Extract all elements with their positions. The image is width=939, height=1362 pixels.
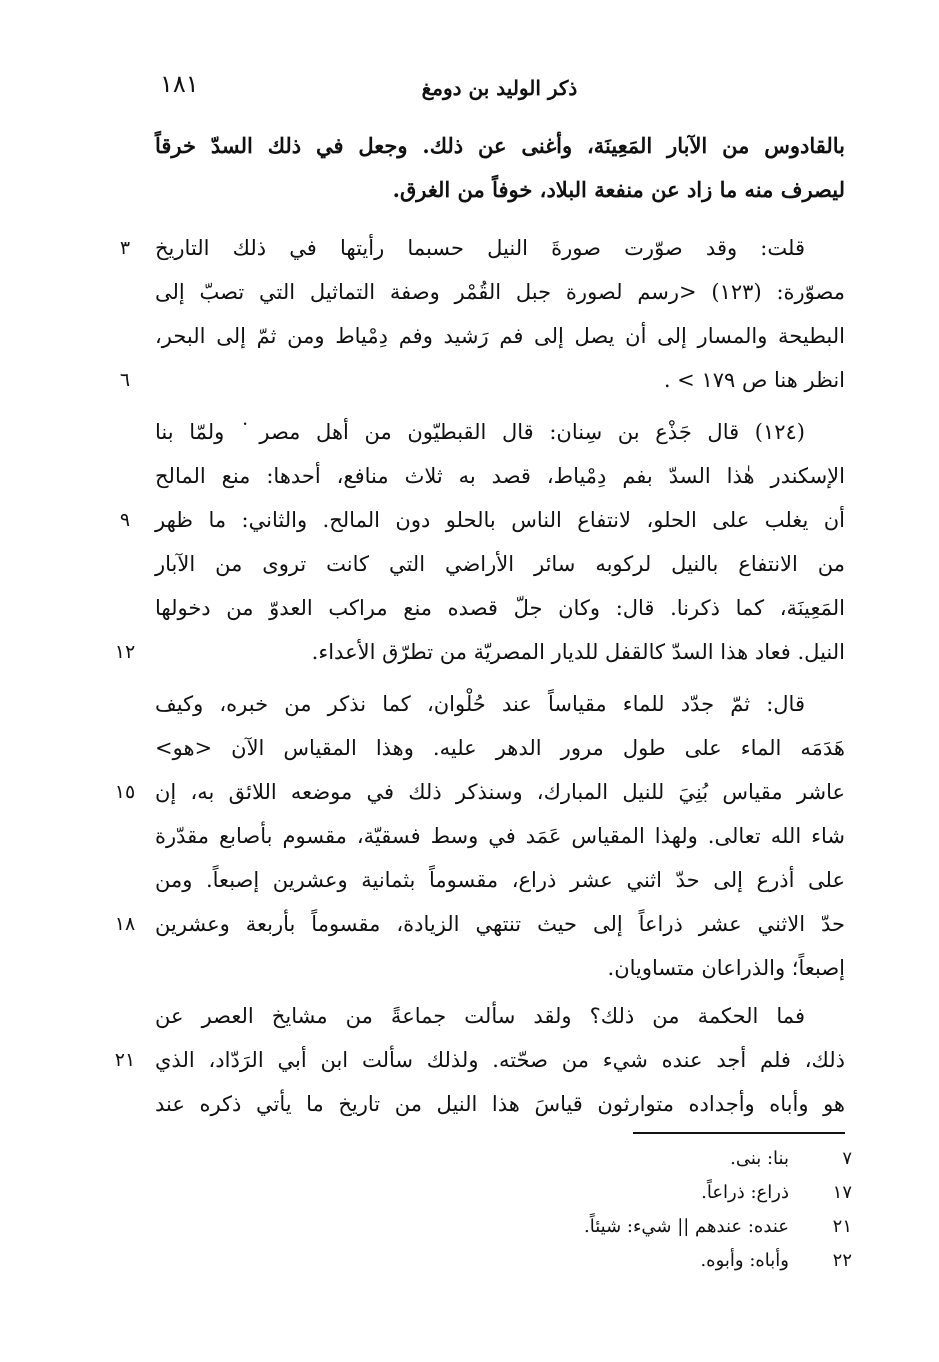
text-line: إصبعاً؛ والذراعان متساويان. bbox=[607, 956, 845, 980]
line-number: ١٥ bbox=[114, 781, 136, 803]
footnote-number: ٢٢ bbox=[832, 1250, 852, 1271]
text-line: أن يغلب على الحلو، لانتفاع الناس بالحلو دون المالح. والثاني: ما ظهر bbox=[155, 508, 845, 532]
text-line: من الانتفاع بالنيل لركوبه سائر الأراضي التي كانت تروى من الآبار bbox=[155, 552, 845, 576]
footnote-separator bbox=[633, 1132, 845, 1134]
text-line: ليصرف منه ما زاد عن منفعة البلاد، خوفاً من الغرق. bbox=[392, 177, 845, 202]
footnote-text: ذراع: ذراعاً. bbox=[701, 1182, 789, 1203]
text-line: مصوّرة: (١٢٣) <رسم لصورة جبل القُمْر وصفة التماثيل التي تصبّ إلى bbox=[155, 280, 845, 304]
text-line: قلت: وقد صوّرت صورةَ النيل حسبما رأيتها في ذلك التاريخ bbox=[155, 236, 805, 260]
footnote-number: ١٧ bbox=[832, 1182, 852, 1203]
line-number: ٣ bbox=[119, 237, 131, 259]
text-line: حدّ الاثني عشر ذراعاً إلى حيث تنتهي الزيادة، مقسوماً بأربعة وعشرين bbox=[155, 912, 845, 936]
footnote-text: وأباه: وأبوه. bbox=[700, 1250, 789, 1271]
text-line: البطيحة والمسار إلى أن يصل إلى فم رَشيد وفم دِمْياط ومن ثمّ إلى البحر، bbox=[155, 324, 845, 348]
text-line: الإسكندر هٰذا السدّ بفم دِمْياط، قصد به ثلاث منافع، أحدها: منع المالح bbox=[155, 464, 845, 488]
text-line: (١٢٤) قال جَذْع بن سِنان: قال القبطيّون من أهل مصر˙ ولمّا بنا bbox=[155, 420, 805, 444]
page-number: ١٨١ bbox=[160, 70, 199, 98]
line-number: ٩ bbox=[119, 509, 131, 531]
text-line: على أذرع إلى حدّ اثني عشر ذراع، مقسوماً بثمانية وعشرين إصبعاً. ومن bbox=[155, 868, 845, 892]
page-header bbox=[150, 60, 849, 112]
line-number: ٢١ bbox=[114, 1049, 136, 1071]
line-number: ٦ bbox=[119, 369, 131, 391]
text-line: هو وأباه وأجداده متوارثون قياسَ هذا النيل من تاريخ ما يأتي ذكره عند bbox=[155, 1092, 845, 1116]
text-line: بالقادوس من الآبار المَعِينَة، وأغنى عن ذلك. وجعل في ذلك السدّ خرقاً bbox=[155, 133, 845, 158]
text-line: انظر هنا ص ١٧٩ > . bbox=[663, 368, 845, 392]
text-line: المَعِينَة، كما ذكرنا. قال: وكان جلّ قصده منع مراكب العدوّ من دخولها bbox=[155, 596, 845, 620]
line-number: ١٢ bbox=[114, 641, 136, 663]
footnote-text: بنا: بنى. bbox=[730, 1148, 789, 1169]
text-line: شاء الله تعالى. ولهذا المقياس عَمَد في وسط فسقيّة، مقسوم بأصابع مقدّرة bbox=[155, 824, 845, 848]
text-line: هَدَمَه الماء على طول مرور الدهر عليه. وهذا المقياس الآن <هو> bbox=[155, 736, 845, 760]
line-number: ١٨ bbox=[114, 913, 136, 935]
text-line: النيل. فعاد هذا السدّ كالقفل للديار المصريّة من تطرّق الأعداء. bbox=[311, 640, 845, 664]
text-line: قال: ثمّ جدّد للماء مقياساً عند حُلْوان، كما نذكر من خبره، وكيف bbox=[155, 692, 805, 716]
running-head: ذكر الوليد بن دومغ bbox=[421, 76, 578, 100]
text-line: فما الحكمة من ذلك؟ ولقد سألت جماعةً من مشايخ العصر عن bbox=[155, 1004, 805, 1028]
text-line: عاشر مقياس بُنِيَ للنيل المبارك، وسنذكر ذلك في موضعه اللائق به، إن bbox=[155, 780, 845, 804]
text-line: ذلك، فلم أجد عنده شيء من صحّته. ولذلك سألت ابن أبي الرَدّاد، الذي bbox=[155, 1048, 845, 1072]
footnote-text: عنده: عندهم || شيء: شيئاً. bbox=[584, 1216, 789, 1237]
footnote-number: ٧ bbox=[842, 1148, 852, 1169]
footnote-number: ٢١ bbox=[832, 1216, 852, 1237]
